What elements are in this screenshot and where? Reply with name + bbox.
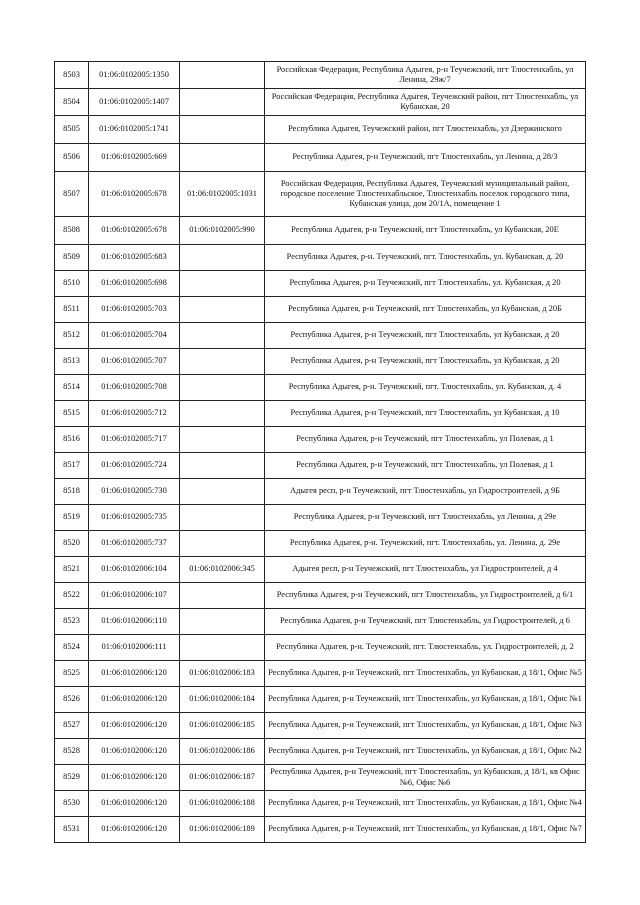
table-row [55,245,586,271]
cadastral-number-cell: 01:06:0102006:120 [89,817,180,843]
cadastral-number-cell: 01:06:0102006:120 [89,687,180,713]
cadastral-number-cell: 01:06:0102005:717 [89,427,180,453]
table-row [55,172,586,217]
cadastral-number-cell: 01:06:0102005:707 [89,349,180,375]
row-number-cell: 8512 [55,323,89,349]
row-number-cell: 8513 [55,349,89,375]
parent-cadastral-number-cell [180,401,265,427]
address-cell: Республика Адыгея, р-н Теучежский, пгт Тлюстенхабль, ул Кубанская, д 20 [265,323,586,349]
table-row [55,635,586,661]
cadastral-number-cell: 01:06:0102005:1350 [89,62,180,89]
address-cell: Республика Адыгея, р-н Теучежский, пгт Тлюстенхабль, ул Кубанская, д 18/1, Офис №2 [265,739,586,765]
table-row [55,479,586,505]
address-cell: Республика Адыгея, Теучежский район, пгт Тлюстенхабль, ул Дзержинского [265,116,586,144]
row-number-cell: 8511 [55,297,89,323]
cadastral-number-cell: 01:06:0102006:104 [89,557,180,583]
row-number-cell: 8516 [55,427,89,453]
address-cell: Российская Федерация, Республика Адыгея, Теучежский муниципальный район, городское поселение Тлюстенхабльское, Тлюстенхабль поселок городского типа, Кубанская улица, дом 20/1А, помещение 1 [265,172,586,217]
table-row [55,271,586,297]
row-number-cell: 8509 [55,245,89,271]
parent-cadastral-number-cell: 01:06:0102006:184 [180,687,265,713]
row-number-cell: 8514 [55,375,89,401]
row-number-cell: 8505 [55,116,89,144]
parent-cadastral-number-cell: 01:06:0102006:186 [180,739,265,765]
address-cell: Республика Адыгея, р-н Теучежский, пгт Тлюстенхабль, ул Ленина, д 28/3 [265,144,586,172]
row-number-cell: 8520 [55,531,89,557]
parent-cadastral-number-cell [180,583,265,609]
parent-cadastral-number-cell [180,635,265,661]
table-row [55,401,586,427]
address-cell: Адыгея респ, р-н Теучежский, пгт Тлюстенхабль, ул Гидростроителей, д 9Б [265,479,586,505]
table-row [55,62,586,89]
table-row [55,739,586,765]
address-cell: Республика Адыгея, р-н Теучежский, пгт Тлюстенхабль, ул Кубанская, д 18/1, Офис №5 [265,661,586,687]
row-number-cell: 8528 [55,739,89,765]
address-cell: Адыгея респ, р-н Теучежский, пгт Тлюстенхабль, ул Гидростроителей, д 4 [265,557,586,583]
cadastral-number-cell: 01:06:0102005:1741 [89,116,180,144]
row-number-cell: 8529 [55,765,89,791]
cadastral-number-cell: 01:06:0102005:704 [89,323,180,349]
address-cell: Республика Адыгея, р-н Теучежский, пгт Тлюстенхабль, ул Кубанская, д 18/1, Офис №1 [265,687,586,713]
table-row [55,765,586,791]
table-row [55,713,586,739]
parent-cadastral-number-cell [180,245,265,271]
cadastral-number-cell: 01:06:0102006:120 [89,713,180,739]
cadastral-number-cell: 01:06:0102006:120 [89,791,180,817]
address-cell: Российская Федерация, Республика Адыгея, р-н Теучежский, пгт Тлюстенхабль, ул Ленина, 29ж/7 [265,62,586,89]
row-number-cell: 8504 [55,89,89,116]
table-row [55,687,586,713]
cadastral-number-cell: 01:06:0102005:703 [89,297,180,323]
cadastral-number-cell: 01:06:0102005:712 [89,401,180,427]
cadastral-number-cell: 01:06:0102005:735 [89,505,180,531]
row-number-cell: 8508 [55,217,89,245]
address-cell: Республика Адыгея, р-н. Теучежский, пгт. Тлюстенхабль, ул. Гидростроителей, д. 2 [265,635,586,661]
address-cell: Российская Федерация, Республика Адыгея, Теучежский район, пгт Тлюстенхабль, ул Кубанская, 20 [265,89,586,116]
table-row [55,375,586,401]
address-cell: Республика Адыгея, р-н. Теучежский, пгт. Тлюстенхабль, ул. Кубанская, д. 4 [265,375,586,401]
cadastral-number-cell: 01:06:0102005:730 [89,479,180,505]
table-row [55,791,586,817]
cadastral-number-cell: 01:06:0102006:120 [89,739,180,765]
address-cell: Республика Адыгея, р-н Теучежский, пгт Тлюстенхабль, ул Кубанская, 20Е [265,217,586,245]
cadastral-number-cell: 01:06:0102005:678 [89,172,180,217]
row-number-cell: 8531 [55,817,89,843]
table-row [55,297,586,323]
address-cell: Республика Адыгея, р-н Теучежский, пгт Тлюстенхабль, ул Кубанская, д 18/1, Офис №7 [265,817,586,843]
parent-cadastral-number-cell [180,349,265,375]
parent-cadastral-number-cell [180,297,265,323]
parent-cadastral-number-cell: 01:06:0102006:183 [180,661,265,687]
cadastral-number-cell: 01:06:0102005:724 [89,453,180,479]
cadastral-number-cell: 01:06:0102005:678 [89,217,180,245]
parent-cadastral-number-cell [180,531,265,557]
address-cell: Республика Адыгея, р-н. Теучежский, пгт. Тлюстенхабль, ул. Кубанская, д. 20 [265,245,586,271]
cadastral-number-cell: 01:06:0102005:1407 [89,89,180,116]
parent-cadastral-number-cell: 01:06:0102006:185 [180,713,265,739]
address-cell: Республика Адыгея, р-н Теучежский, пгт Тлюстенхабль, ул Полевая, д 1 [265,453,586,479]
parent-cadastral-number-cell: 01:06:0102006:187 [180,765,265,791]
address-cell: Республика Адыгея, р-н Теучежский, пгт Тлюстенхабль, ул Ленина, д 29е [265,505,586,531]
cadastral-number-cell: 01:06:0102006:107 [89,583,180,609]
table-row [55,89,586,116]
row-number-cell: 8506 [55,144,89,172]
table-row [55,557,586,583]
row-number-cell: 8517 [55,453,89,479]
table-row [55,349,586,375]
row-number-cell: 8525 [55,661,89,687]
address-cell: Республика Адыгея, р-н Теучежский, пгт Тлюстенхабль, ул. Кубанская, д 20 [265,271,586,297]
address-cell: Республика Адыгея, р-н Теучежский, пгт Тлюстенхабль, ул Гидростроителей, д 6/1 [265,583,586,609]
address-cell: Республика Адыгея, р-н. Теучежский, пгт. Тлюстенхабль, ул. Ленина, д. 29е [265,531,586,557]
row-number-cell: 8515 [55,401,89,427]
row-number-cell: 8530 [55,791,89,817]
parent-cadastral-number-cell: 01:06:0102006:188 [180,791,265,817]
address-cell: Республика Адыгея, р-н Теучежский, пгт Тлюстенхабль, ул Кубанская, д 10 [265,401,586,427]
parent-cadastral-number-cell: 01:06:0102005:1031 [180,172,265,217]
row-number-cell: 8523 [55,609,89,635]
row-number-cell: 8519 [55,505,89,531]
row-number-cell: 8526 [55,687,89,713]
cadastral-number-cell: 01:06:0102005:708 [89,375,180,401]
table-row [55,453,586,479]
row-number-cell: 8524 [55,635,89,661]
table-row [55,505,586,531]
parent-cadastral-number-cell: 01:06:0102005:990 [180,217,265,245]
parent-cadastral-number-cell [180,609,265,635]
parent-cadastral-number-cell [180,62,265,89]
parent-cadastral-number-cell [180,453,265,479]
parent-cadastral-number-cell [180,323,265,349]
table-row [55,661,586,687]
table-row [55,817,586,843]
register-table-body [55,62,586,843]
parent-cadastral-number-cell [180,89,265,116]
cadastral-number-cell: 01:06:0102005:737 [89,531,180,557]
cadastral-number-cell: 01:06:0102006:120 [89,765,180,791]
parent-cadastral-number-cell [180,116,265,144]
cadastral-number-cell: 01:06:0102005:683 [89,245,180,271]
table-row [55,217,586,245]
row-number-cell: 8503 [55,62,89,89]
row-number-cell: 8527 [55,713,89,739]
parent-cadastral-number-cell [180,375,265,401]
table-row [55,427,586,453]
table-row [55,583,586,609]
cadastral-number-cell: 01:06:0102006:120 [89,661,180,687]
address-cell: Республика Адыгея, р-н Теучежский, пгт Тлюстенхабль, ул Кубанская, д 20 [265,349,586,375]
cadastral-number-cell: 01:06:0102005:698 [89,271,180,297]
row-number-cell: 8510 [55,271,89,297]
table-row [55,116,586,144]
parent-cadastral-number-cell: 01:06:0102006:189 [180,817,265,843]
table-row [55,609,586,635]
cadastral-number-cell: 01:06:0102006:111 [89,635,180,661]
table-row [55,323,586,349]
table-row [55,144,586,172]
parent-cadastral-number-cell: 01:06:0102006:345 [180,557,265,583]
cadastral-register-table [54,61,586,843]
row-number-cell: 8521 [55,557,89,583]
address-cell: Республика Адыгея, р-н Теучежский, пгт Тлюстенхабль, ул Кубанская, д 20Б [265,297,586,323]
cadastral-number-cell: 01:06:0102006:110 [89,609,180,635]
parent-cadastral-number-cell [180,144,265,172]
cadastral-number-cell: 01:06:0102005:669 [89,144,180,172]
address-cell: Республика Адыгея, р-н Теучежский, пгт Тлюстенхабль, ул Полевая, д 1 [265,427,586,453]
parent-cadastral-number-cell [180,271,265,297]
row-number-cell: 8522 [55,583,89,609]
address-cell: Республика Адыгея, р-н Теучежский, пгт Тлюстенхабль, ул Кубанская, д 18/1, Офис №3 [265,713,586,739]
parent-cadastral-number-cell [180,505,265,531]
table-row [55,531,586,557]
address-cell: Республика Адыгея, р-н Теучежский, пгт Тлюстенхабль, ул Кубанская, д 18/1, Офис №4 [265,791,586,817]
row-number-cell: 8507 [55,172,89,217]
address-cell: Республика Адыгея, р-н Теучежский, пгт Тлюстенхабль, ул Кубанская, д 18/1, кв Офис №6, Офис №6 [265,765,586,791]
parent-cadastral-number-cell [180,427,265,453]
address-cell: Республика Адыгея, р-н Теучежский, пгт Тлюстенхабль, ул Гидростроителей, д 6 [265,609,586,635]
parent-cadastral-number-cell [180,479,265,505]
row-number-cell: 8518 [55,479,89,505]
